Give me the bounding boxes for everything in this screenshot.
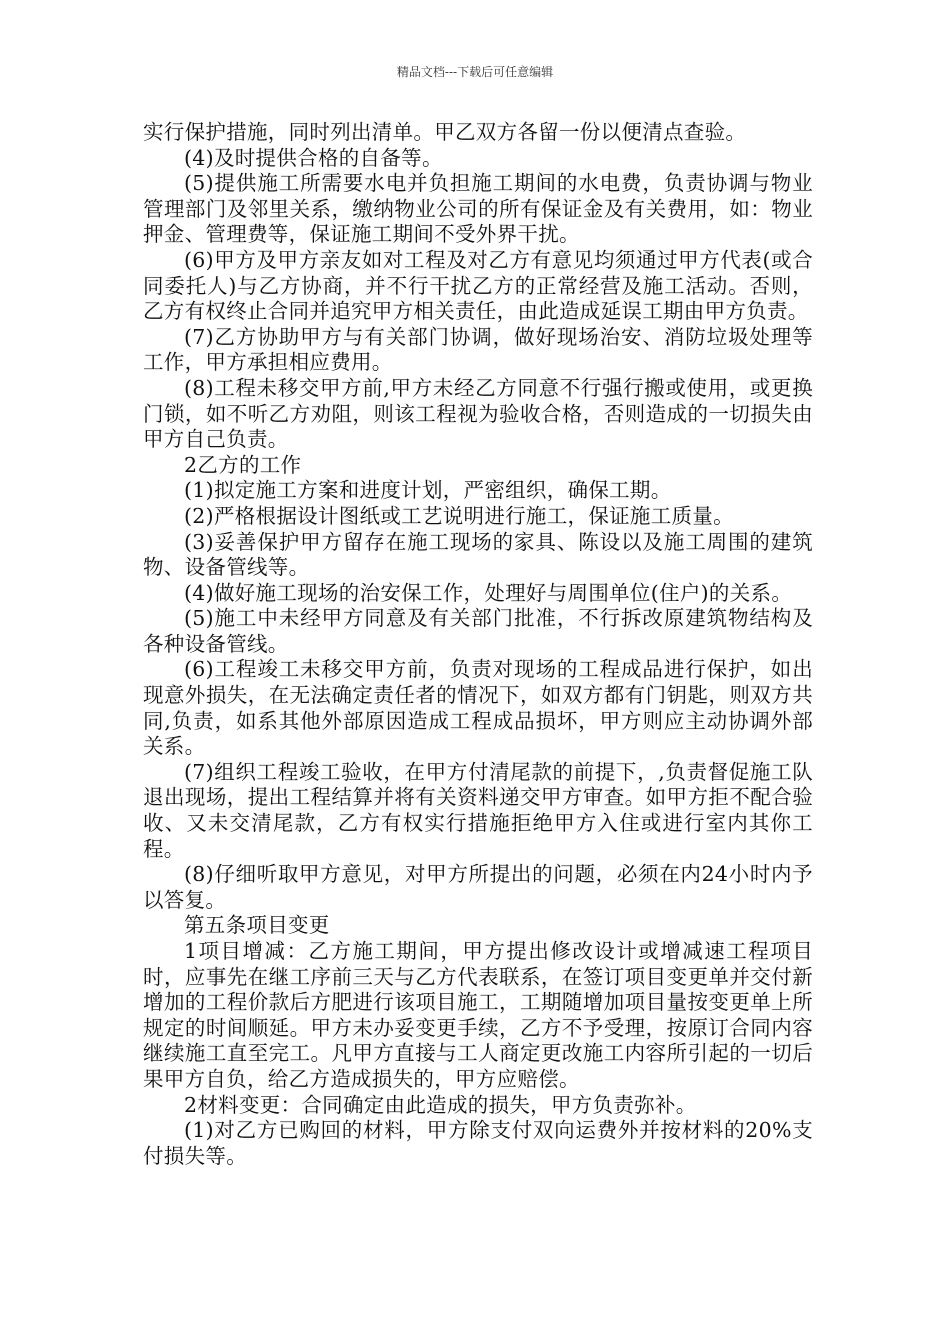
paragraph: (7)组织工程竣工验收，在甲方付清尾款的前提下，,负责督促施工队退出现场，提出工程结算并将有关资料递交甲方审查。如甲方拒不配合验收、又未交清尾款，乙方有权实行措施拒绝甲方入住或进行室内其你工程。 — [143, 759, 813, 861]
paragraph: (1)拟定施工方案和进度计划，严密组织，确保工期。 — [184, 478, 672, 503]
paragraph: (3)妥善保护甲方留存在施工现场的家具、陈设以及施工周围的建筑物、设备管线等。 — [143, 529, 813, 580]
paragraph: 实行保护措施，同时列出清单。甲乙双方各留一份以便清点查验。 — [143, 120, 747, 144]
section-heading: 第五条项目变更 — [184, 913, 330, 938]
paragraph: 1项目增减：乙方施工期间，甲方提出修改设计或增减速工程项目时，应事先在继工序前三天与乙方代表联系，在签订项目变更单并交付新增加的工程价款后方肥进行该项目施工，工期随增加项目量按变更单上所规定的时间顺延。甲方未办妥变更手续，乙方不予受理，按原订合同内容继续施工直至完工。凡甲方直接与工人商定更改施工内容所引起的一切后果甲方自负，给乙方造成损失的，甲方应赔偿。 — [143, 939, 813, 1091]
paragraph: (6)甲方及甲方亲友如对工程及对乙方有意见均须通过甲方代表(或合同委托人)与乙方协商，并不行干扰乙方的正常经营及施工活动。否则，乙方有权终止合同并追究甲方相关责任，由此造成延误工期由甲方负责。 — [143, 247, 813, 324]
paragraph: 2材料变更：合同确定由此造成的损失，甲方负责弥补。 — [184, 1092, 697, 1117]
paragraph: (1)对乙方已购回的材料，甲方除支付双向运费外并按材料的20%支付损失等。 — [143, 1118, 813, 1168]
paragraph: (8)仔细听取甲方意见，对甲方所提出的问题，必须在内24小时内予以答复。 — [143, 862, 813, 912]
section-heading: 2乙方的工作 — [184, 452, 302, 477]
paragraph: (5)施工中未经甲方同意及有关部门批准，不行拆改原建筑物结构及各种设备管线。 — [143, 606, 813, 656]
paragraph: (2)严格根据设计图纸或工艺说明进行施工，保证施工质量。 — [184, 503, 734, 528]
paragraph: (4)及时提供合格的自备等。 — [184, 145, 443, 170]
paragraph: (7)乙方协助甲方与有关部门协调，做好现场治安、消防垃圾处理等工作，甲方承担相应费用。 — [143, 324, 813, 375]
paragraph: (5)提供施工所需要水电并负担施工期间的水电费，负责协调与物业管理部门及邻里关系，缴纳物业公司的所有保证金及有关费用，如：物业押金、管理费等，保证施工期间不受外界干扰。 — [143, 171, 813, 247]
paragraph: (6)工程竣工未移交甲方前，负责对现场的工程成品进行保护，如出现意外损失，在无法确定责任者的情况下，如双方都有门钥匙，则双方共同,负责，如系其他外部原因造成工程成品损坏，甲方则应主动协调外部关系。 — [143, 657, 813, 759]
document-body — [143, 120, 813, 1169]
page-header: 精品文档---下载后可任意编辑 — [396, 65, 554, 79]
paragraph: (4)做好施工现场的治安保工作，处理好与周围单位(住户)的关系。 — [184, 580, 793, 605]
paragraph: (8)工程未移交甲方前,甲方未经乙方同意不行强行搬或使用，或更换门锁，如不听乙方劝阻，则该工程视为验收合格，否则造成的一切损失由甲方自己负责。 — [143, 375, 813, 452]
